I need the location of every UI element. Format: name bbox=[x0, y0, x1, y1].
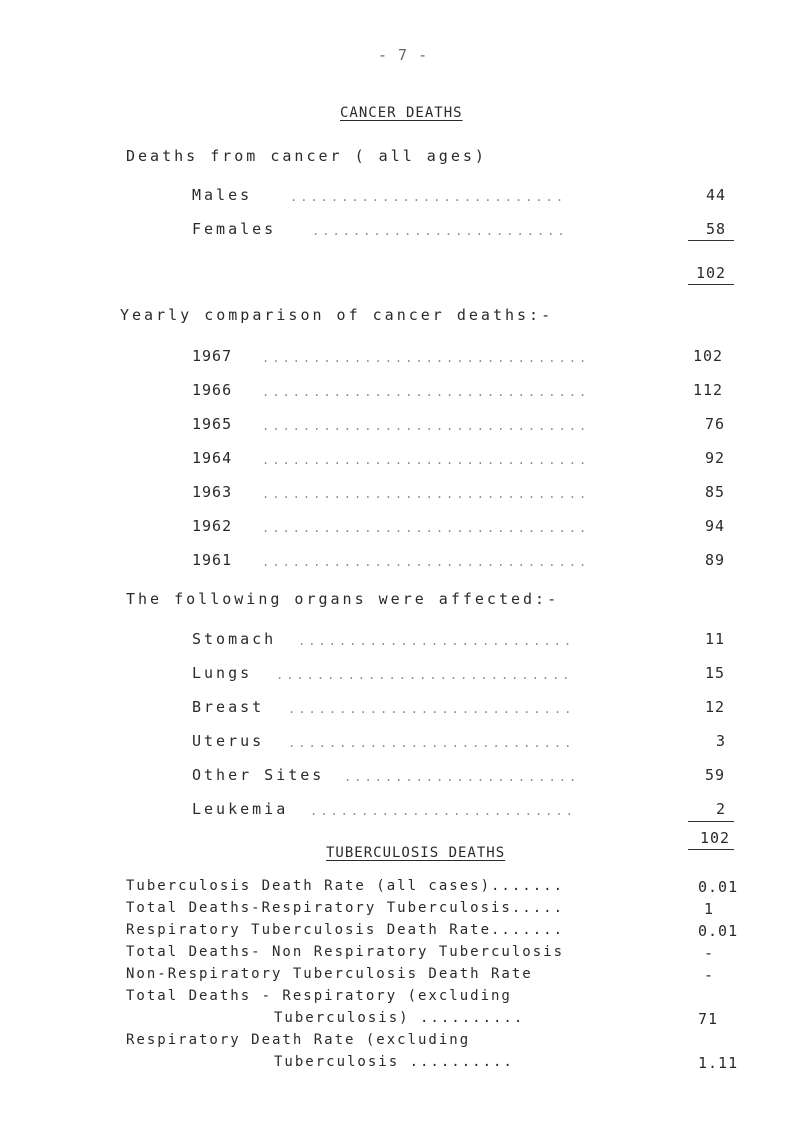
tb-row-value: 1 bbox=[704, 900, 715, 918]
year-label: 1964 bbox=[192, 449, 233, 467]
year-value: 85 bbox=[705, 483, 726, 501]
tb-row-label: Tuberculosis .......... bbox=[274, 1054, 514, 1070]
year-value: 92 bbox=[705, 449, 726, 467]
tb-heading: TUBERCULOSIS DEATHS bbox=[326, 845, 506, 861]
organ-value: 12 bbox=[705, 698, 726, 716]
organ-leader: ............................. bbox=[276, 668, 573, 682]
organ-total-rule bbox=[688, 849, 734, 850]
organ-leader: ............................ bbox=[288, 702, 575, 716]
organ-rule bbox=[688, 821, 734, 822]
organ-value: 59 bbox=[705, 766, 726, 784]
males-leader: ........................... bbox=[290, 190, 567, 204]
organ-label: Other Sites bbox=[192, 766, 325, 784]
year-value: 112 bbox=[693, 381, 724, 399]
year-leader: ................................ bbox=[262, 453, 590, 467]
tb-row-label: Tuberculosis Death Rate (all cases)....... bbox=[126, 878, 565, 894]
tb-row-value: 0.01 bbox=[698, 922, 739, 940]
cancer-heading: CANCER DEATHS bbox=[340, 105, 463, 121]
tb-row-label: Non-Respiratory Tuberculosis Death Rate bbox=[126, 966, 533, 982]
organ-leader: ....................... bbox=[344, 770, 580, 784]
year-leader: ................................ bbox=[262, 487, 590, 501]
organ-leader: ............................ bbox=[288, 736, 575, 750]
organs-title: The following organs were affected:- bbox=[126, 590, 560, 608]
organ-label: Stomach bbox=[192, 630, 277, 648]
organ-value: 11 bbox=[705, 630, 726, 648]
yearly-title: Yearly comparison of cancer deaths:- bbox=[120, 306, 554, 324]
tb-row-label: Respiratory Tuberculosis Death Rate....... bbox=[126, 922, 565, 938]
year-value: 89 bbox=[705, 551, 726, 569]
tb-row-label: Respiratory Death Rate (excluding bbox=[126, 1032, 471, 1048]
organ-leader: .......................... bbox=[310, 804, 576, 818]
year-value: 94 bbox=[705, 517, 726, 535]
year-label: 1962 bbox=[192, 517, 233, 535]
year-leader: ................................ bbox=[262, 555, 590, 569]
year-leader: ................................ bbox=[262, 385, 590, 399]
organ-label: Lungs bbox=[192, 664, 253, 682]
organ-value: 3 bbox=[716, 732, 727, 750]
organ-label: Uterus bbox=[192, 732, 265, 750]
females-leader: ......................... bbox=[312, 224, 568, 238]
year-label: 1963 bbox=[192, 483, 233, 501]
sex-total: 102 bbox=[696, 264, 727, 282]
females-value: 58 bbox=[706, 220, 727, 238]
males-label: Males bbox=[192, 186, 253, 204]
organ-value: 2 bbox=[716, 800, 727, 818]
year-value: 76 bbox=[705, 415, 726, 433]
tb-row-value: - bbox=[704, 944, 715, 962]
year-leader: ................................ bbox=[262, 351, 590, 365]
year-label: 1965 bbox=[192, 415, 233, 433]
sex-rule bbox=[688, 240, 734, 241]
tb-row-value: 71 bbox=[698, 1010, 719, 1028]
tb-row-label: Total Deaths - Respiratory (excluding bbox=[126, 988, 512, 1004]
males-value: 44 bbox=[706, 186, 727, 204]
organ-label: Breast bbox=[192, 698, 265, 716]
year-label: 1967 bbox=[192, 347, 233, 365]
tb-row-value: - bbox=[704, 966, 715, 984]
year-leader: ................................ bbox=[262, 521, 590, 535]
organ-label: Leukemia bbox=[192, 800, 289, 818]
tb-row-value: 1.11 bbox=[698, 1054, 739, 1072]
year-leader: ................................ bbox=[262, 419, 590, 433]
sex-total-rule bbox=[688, 284, 734, 285]
tb-row-label: Total Deaths-Respiratory Tuberculosis..... bbox=[126, 900, 565, 916]
tb-row-value: 0.01 bbox=[698, 878, 739, 896]
year-label: 1966 bbox=[192, 381, 233, 399]
organ-leader: ........................... bbox=[298, 634, 575, 648]
tb-row-label: Tuberculosis) .......... bbox=[274, 1010, 525, 1026]
year-label: 1961 bbox=[192, 551, 233, 569]
year-value: 102 bbox=[693, 347, 724, 365]
all-ages-title: Deaths from cancer ( all ages) bbox=[126, 147, 487, 165]
page-number: - 7 - bbox=[378, 46, 429, 64]
organ-value: 15 bbox=[705, 664, 726, 682]
organ-total: 102 bbox=[700, 829, 731, 847]
tb-row-label: Total Deaths- Non Respiratory Tuberculosis bbox=[126, 944, 565, 960]
females-label: Females bbox=[192, 220, 277, 238]
